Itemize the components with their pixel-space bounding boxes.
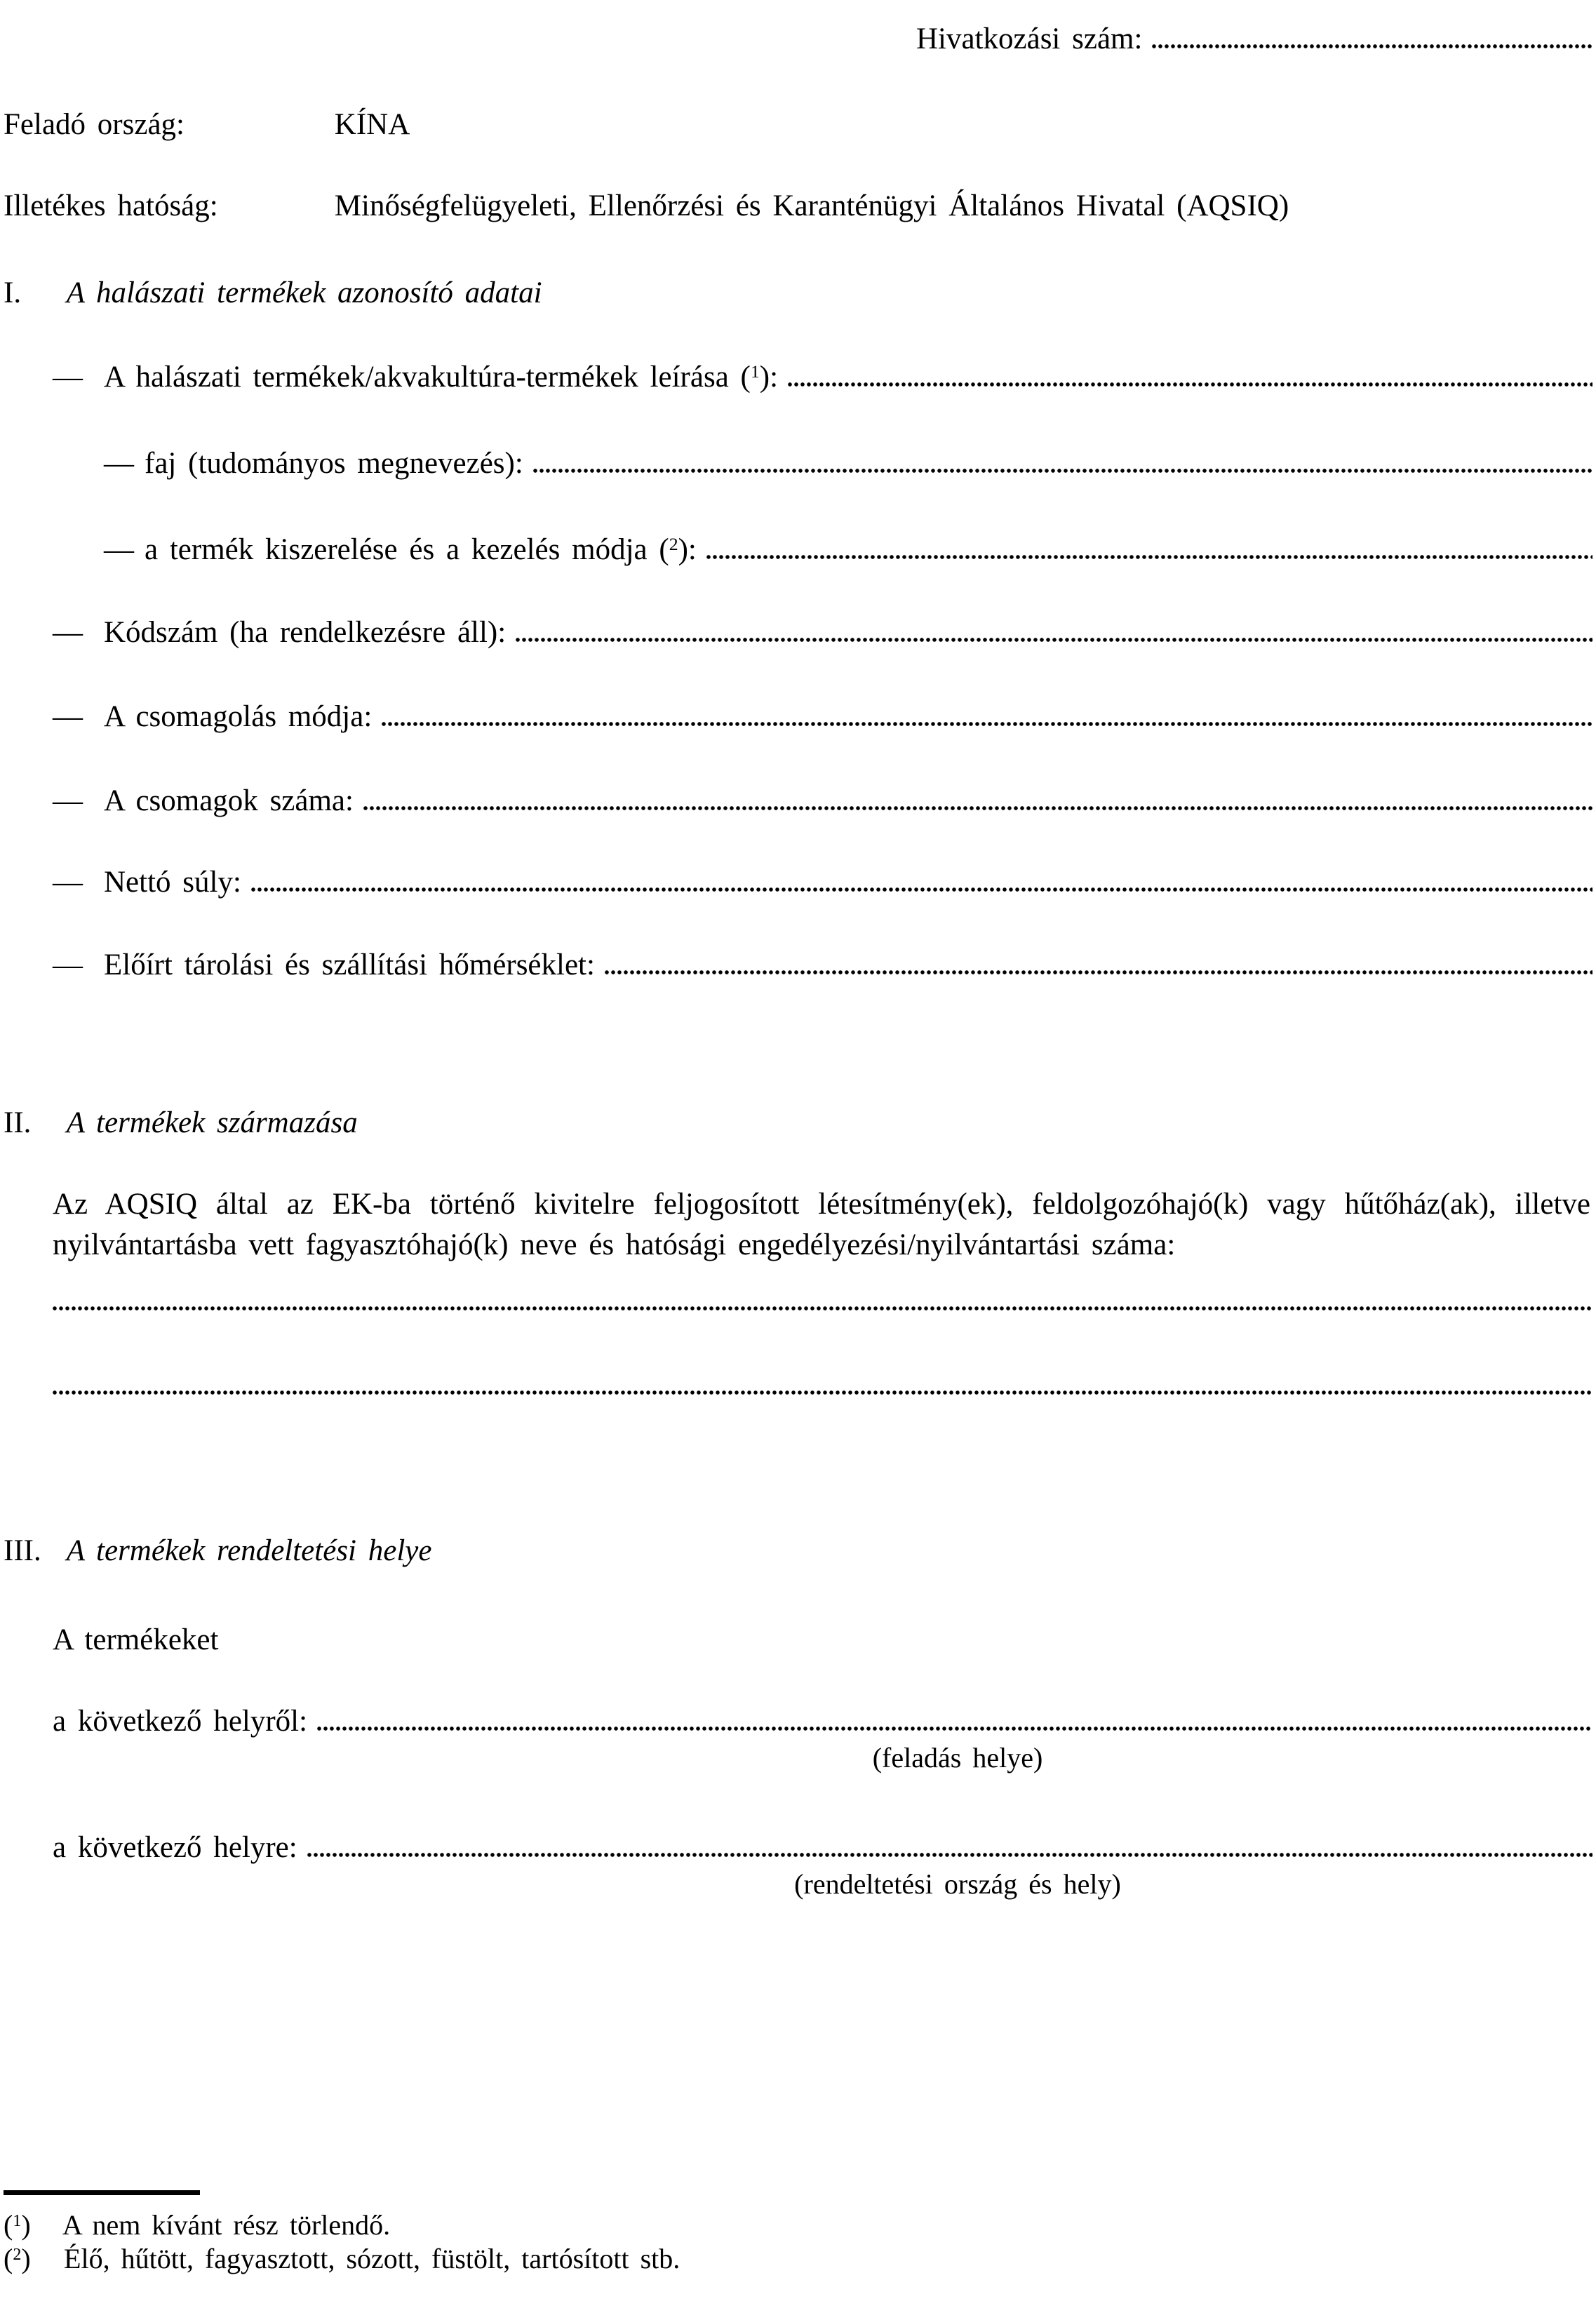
dash-icon: — — [53, 948, 83, 981]
origin-fill-line-1 — [53, 1306, 1592, 1310]
competent-authority-value: Minőségfelügyeleti, Ellenőrzési és Karanténügyi Általános Hivatal (AQSIQ) — [334, 189, 1289, 222]
footnote-rule — [4, 2190, 200, 2195]
net-weight-dotted-field — [251, 887, 1592, 892]
code-number-dotted-field — [516, 638, 1592, 642]
destination-place-row — [53, 1830, 1592, 1866]
dash-icon: — — [53, 784, 83, 817]
footnote-1 — [4, 2208, 1592, 2242]
dispatch-place-dotted-field — [317, 1726, 1592, 1731]
destination-place-dotted-field — [307, 1853, 1592, 1857]
sender-country-row — [4, 107, 1592, 143]
section-iii-heading — [4, 1533, 1592, 1569]
dispatch-place-label: a következő helyről: — [53, 1705, 308, 1738]
item-package-count — [53, 783, 1592, 819]
competent-authority-label: Illetékes hatóság: — [4, 189, 218, 222]
item-storage-temperature-label: Előírt tárolási és szállítási hőmérséklet: — [104, 948, 595, 981]
item-product-description — [53, 359, 1592, 396]
footnote-2-marker: ($^2$) — [4, 2243, 31, 2274]
item-species-label: faj (tudományos megnevezés): — [145, 447, 523, 480]
section-ii-heading — [4, 1105, 1592, 1141]
destination-place-caption: (rendeltetési ország és hely) — [794, 1868, 1121, 1900]
dash-icon: — — [53, 616, 83, 649]
section-i-heading — [4, 275, 1592, 311]
origin-paragraph: Az AQSIQ által az EK-ba történő kivitelre feljogosított létesítmény(ek), feldolgozóhajó(k) vagy hűtőház(ak), illetve nyilvántartásba vett fagyasztóhajó(k) neve és hatósági engedélyezési/nyilvántartási száma: — [53, 1188, 1590, 1261]
destination-intro: A termékeket — [53, 1623, 219, 1656]
item-code-number — [53, 615, 1592, 651]
section-ii-title: A termékek származása — [66, 1106, 358, 1139]
section-iii-numeral: III. — [4, 1534, 41, 1567]
footnote-1-marker: ($^1$) — [4, 2209, 31, 2241]
storage-temperature-dotted-field — [605, 970, 1592, 974]
dash-icon: — — [104, 447, 134, 480]
dispatch-place-row — [53, 1703, 1592, 1740]
item-presentation-treatment-label: a termék kiszerelése és a kezelés módja ($^2$): — [145, 533, 697, 566]
reference-row — [916, 21, 1592, 58]
item-packaging-type-label: A csomagolás módja: — [104, 700, 373, 733]
dash-icon: — — [104, 533, 134, 566]
item-packaging-type — [53, 699, 1592, 735]
dash-icon: — — [53, 361, 83, 394]
item-presentation-treatment — [104, 532, 1592, 568]
reference-label: Hivatkozási szám: — [916, 22, 1143, 55]
presentation-treatment-dotted-field — [706, 555, 1592, 559]
origin-fill-line-2 — [53, 1390, 1592, 1395]
section-i-numeral: I. — [4, 276, 22, 309]
competent-authority-row — [4, 188, 1592, 224]
section-i-title: A halászati termékek azonosító adatai — [66, 276, 542, 309]
species-dotted-field — [533, 469, 1592, 473]
footnote-2-text: Élő, hűtött, fagyasztott, sózott, füstölt, tartósított stb. — [64, 2243, 680, 2274]
sender-country-label: Feladó ország: — [4, 108, 185, 141]
section-ii-numeral: II. — [4, 1106, 32, 1139]
item-storage-temperature — [53, 947, 1592, 984]
footnote-2 — [4, 2242, 1592, 2276]
item-species — [104, 445, 1592, 482]
item-product-description-label: A halászati termékek/akvakultúra-termékek leírása ($^1$): — [104, 361, 779, 394]
reference-dotted-field — [1152, 44, 1592, 48]
product-description-dotted-field — [788, 382, 1592, 387]
destination-place-label: a következő helyre: — [53, 1831, 297, 1864]
dash-icon: — — [53, 866, 83, 899]
packaging-type-dotted-field — [382, 722, 1592, 726]
dispatch-place-caption: (feladás helye) — [872, 1742, 1043, 1773]
item-net-weight — [53, 864, 1592, 901]
footnote-1-text: A nem kívánt rész törlendő. — [62, 2209, 391, 2241]
package-count-dotted-field — [363, 806, 1592, 810]
item-package-count-label: A csomagok száma: — [104, 784, 354, 817]
dash-icon: — — [53, 700, 83, 733]
sender-country-value: KÍNA — [334, 108, 410, 141]
item-code-number-label: Kódszám (ha rendelkezésre áll): — [104, 616, 507, 649]
section-iii-title: A termékek rendeltetési helye — [66, 1534, 432, 1567]
item-net-weight-label: Nettó súly: — [104, 866, 241, 899]
